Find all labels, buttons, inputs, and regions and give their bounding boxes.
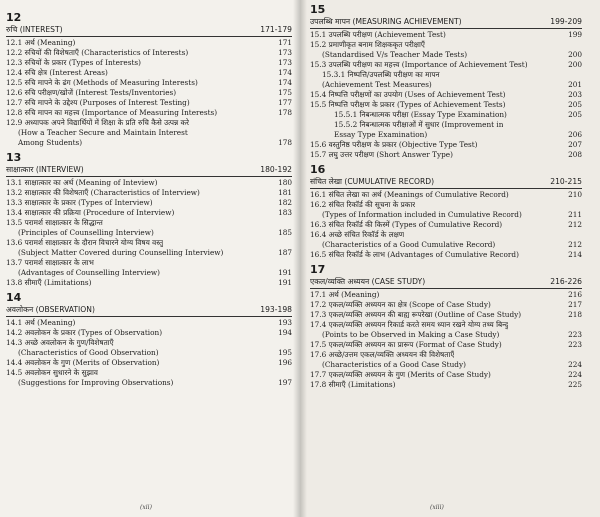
right-page: [300, 0, 600, 517]
toc-entry-page: 224: [568, 370, 582, 379]
page-folio: (xii): [140, 504, 152, 511]
toc-entry: [6, 58, 292, 68]
toc-entry-text: (Points to be Observed in Making a Case Study): [322, 330, 500, 339]
chapter-heading: [310, 16, 582, 29]
toc-entry-text: 16.4 अच्छे संचित रिकॉर्ड के लक्षण: [310, 230, 405, 239]
toc-entry: [310, 320, 582, 330]
toc-entry-page: 225: [568, 380, 582, 389]
toc-entry-page: 174: [278, 68, 292, 77]
toc-entry: [310, 40, 582, 50]
toc-entry: [310, 340, 582, 350]
toc-entry-page: 200: [568, 50, 582, 59]
toc-entry-text: (Suggestions for Improving Observations): [18, 378, 174, 387]
chapter-page-range: 180-192: [260, 165, 292, 174]
toc-entry-page: 174: [278, 78, 292, 87]
toc-entry: [6, 368, 292, 378]
toc-entry-text: 17.2 एकल/व्यक्ति अध्ययन का क्षेत्र (Scope of Case Study): [310, 300, 491, 309]
toc-entry: [6, 348, 292, 358]
toc-entry-text: 15.5 निष्पत्ति परीक्षण के प्रकार (Types of Achievement Tests): [310, 100, 506, 109]
toc-entry-text: 16.3 संचित रिकॉर्ड की किस्में (Types of Cumulative Record): [310, 220, 503, 229]
toc-entry-text: 14.2 अवलोकन के प्रकार (Types of Observation): [6, 328, 163, 337]
toc-entry-page: 212: [568, 240, 582, 249]
toc-entry-page: 223: [568, 340, 582, 349]
toc-entry-text: 17.4 एकल/व्यक्ति अध्ययन रिकार्ड करते समय ध्यान रखने योग्य तथ्य बिन्दु: [310, 320, 509, 329]
toc-entry-page: 185: [278, 228, 292, 237]
chapter-number: 12: [6, 11, 22, 24]
toc-entry-text: (Characteristics of a Good Case Study): [322, 360, 466, 369]
toc-entry: [6, 108, 292, 118]
toc-entry-text: 12.2 रुचियों की विशेषताएँ (Characteristics of Interests): [6, 48, 189, 57]
toc-entry: [310, 30, 582, 40]
chapter-number: 13: [6, 151, 22, 164]
toc-entry: [310, 310, 582, 320]
toc-entry-page: 191: [278, 268, 292, 277]
toc-entry-text: 12.5 रुचि मापने के ढंग (Methods of Measuring Interests): [6, 78, 198, 87]
chapter-title: रुचि (INTEREST): [6, 25, 63, 34]
toc-entry-text: 15.6 वस्तुनिष्ठ परीक्षण के प्रकार (Objective Type Test): [310, 140, 478, 149]
toc-entry-text: 14.1 अर्थ (Meaning): [6, 318, 76, 327]
chapter-page-range: 193-198: [260, 305, 292, 314]
chapter-heading: [310, 176, 582, 189]
toc-entry-text: (Achievement Test Measures): [322, 80, 432, 89]
toc-entry: [6, 268, 292, 278]
toc-entry-page: 196: [278, 358, 292, 367]
toc-entry-page: 178: [278, 138, 292, 147]
left-toc: [6, 12, 292, 388]
toc-entry-page: 211: [568, 210, 582, 219]
toc-entry-page: 224: [568, 360, 582, 369]
toc-entry-page: 203: [568, 90, 582, 99]
toc-entry-text: 13.3 साक्षात्कार के प्रकार (Types of Interview): [6, 198, 153, 207]
toc-entry: [310, 150, 582, 160]
toc-entry-page: 212: [568, 220, 582, 229]
toc-entry-page: 199: [568, 30, 582, 39]
toc-entry-text: 15.7 लघु उत्तर परीक्षण (Short Answer Type): [310, 150, 453, 159]
toc-entry: [6, 118, 292, 128]
toc-entry: [6, 188, 292, 198]
toc-chapter: [6, 152, 292, 288]
chapter-title: साक्षात्कार (INTERVIEW): [6, 165, 84, 174]
toc-entry: [310, 230, 582, 240]
chapter-page-range: 171-179: [260, 25, 292, 34]
toc-entry: [310, 290, 582, 300]
toc-entry-page: 217: [568, 300, 582, 309]
toc-entry-text: 17.6 अच्छे/उत्तम एकल/व्यक्ति अध्ययन की विशेषताएँ: [310, 350, 455, 359]
toc-entry-text: 16.1 संचित लेखा का अर्थ (Meanings of Cumulative Record): [310, 190, 509, 199]
toc-entry-text: (Advantages of Counselling Interview): [18, 268, 161, 277]
toc-entry-text: 12.3 रुचियों के प्रकार (Types of Interests): [6, 58, 141, 67]
toc-entry: [310, 360, 582, 370]
chapter-page-range: 216-226: [550, 277, 582, 286]
toc-entry-page: 205: [568, 110, 582, 119]
toc-entry-text: Among Students): [18, 138, 83, 147]
toc-entry-page: 197: [278, 378, 292, 387]
toc-entry-text: 12.6 रुचि परीक्षण/खोजें (Interest Tests/Inventories): [6, 88, 177, 97]
toc-entry-text: 17.1 अर्थ (Meaning): [310, 290, 380, 299]
toc-entry-text: 13.7 परामर्श साक्षात्कार के लाभ: [6, 258, 94, 267]
toc-entry: [310, 350, 582, 360]
chapter-heading: [6, 304, 292, 317]
toc-entry-page: 207: [568, 140, 582, 149]
toc-entry-page: 201: [568, 80, 582, 89]
page-folio: (xiii): [430, 504, 444, 511]
toc-entry-text: 17.5 एकल/व्यक्ति अध्ययन का प्रारूप (Format of Case Study): [310, 340, 502, 349]
toc-entry-text: (How a Teacher Secure and Maintain Interest: [18, 128, 188, 137]
toc-entry: [310, 330, 582, 340]
toc-entry-text: (Types of Information included in Cumulative Record): [322, 210, 522, 219]
toc-entry: [310, 190, 582, 200]
toc-entry: [310, 130, 582, 140]
toc-entry-page: 173: [278, 58, 292, 67]
chapter-title: अवलोकन (OBSERVATION): [6, 305, 95, 314]
toc-entry: [6, 128, 292, 138]
right-toc: [310, 4, 582, 390]
chapter-heading: [6, 164, 292, 177]
toc-entry-text: 16.2 संचित रिकॉर्ड की सूचना के प्रकार: [310, 200, 416, 209]
toc-entry-text: 13.6 परामर्श साक्षात्कार के दौरान विचारने योग्य विषय वस्तु: [6, 238, 164, 247]
toc-entry: [6, 38, 292, 48]
toc-entry-text: 12.9 अध्यापक अपने विद्यार्थियों में शिक्षा के प्रति रुचि कैसे उत्पन्न करे: [6, 118, 190, 127]
toc-entry-text: 14.5 अवलोकन सुधारने के सुझाव: [6, 368, 98, 377]
toc-entry: [310, 300, 582, 310]
toc-entry-page: 223: [568, 330, 582, 339]
toc-entry-text: 15.2 प्रमाणीकृत बनाम शिक्षककृत परीक्षाएँ: [310, 40, 425, 49]
toc-entry: [310, 240, 582, 250]
toc-entry-page: 181: [278, 188, 292, 197]
toc-entry: [6, 68, 292, 78]
toc-entry-page: 175: [278, 88, 292, 97]
toc-entry-page: 205: [568, 100, 582, 109]
toc-entry-page: 182: [278, 198, 292, 207]
toc-entry: [310, 110, 582, 120]
toc-entry-text: (Principles of Counselling Interview): [18, 228, 154, 237]
toc-chapter: [310, 4, 582, 160]
toc-entry: [310, 50, 582, 60]
chapter-number: 16: [310, 163, 326, 176]
toc-entry: [310, 250, 582, 260]
toc-entry-page: 178: [278, 108, 292, 117]
toc-entry-text: 14.3 अच्छे अवलोकन के गुण/विशेषताएँ: [6, 338, 114, 347]
toc-entry-text: 13.5 परामर्श साक्षात्कार के सिद्धान्त: [6, 218, 103, 227]
toc-entry-text: (Standardised V/s Teacher Made Tests): [322, 50, 468, 59]
toc-entry: [6, 318, 292, 328]
toc-entry-page: 171: [278, 38, 292, 47]
toc-entry: [6, 218, 292, 228]
toc-entry: [6, 98, 292, 108]
toc-entry-text: 13.8 सीमाएँ (Limitations): [6, 278, 92, 287]
toc-entry-page: 214: [568, 250, 582, 259]
toc-entry-page: 177: [278, 98, 292, 107]
toc-entry: [310, 200, 582, 210]
toc-entry: [6, 278, 292, 288]
toc-chapter: [6, 292, 292, 388]
toc-entry-page: 208: [568, 150, 582, 159]
toc-entry-text: 12.1 अर्थ (Meaning): [6, 38, 76, 47]
toc-entry: [310, 90, 582, 100]
toc-entry: [6, 48, 292, 58]
toc-entry: [6, 78, 292, 88]
toc-entry: [310, 380, 582, 390]
toc-entry-page: 210: [568, 190, 582, 199]
toc-chapter: [310, 164, 582, 260]
toc-entry: [310, 370, 582, 380]
toc-entry-page: 200: [568, 60, 582, 69]
toc-entry-page: 195: [278, 348, 292, 357]
toc-entry-text: Essay Type Examination): [334, 130, 428, 139]
chapter-number: 15: [310, 3, 326, 16]
toc-entry: [310, 210, 582, 220]
toc-entry: [6, 248, 292, 258]
chapter-title: संचित लेखा (CUMULATIVE RECORD): [310, 177, 435, 186]
toc-entry-text: 15.4 निष्पत्ति परीक्षणों का उपयोग (Uses of Achievement Test): [310, 90, 506, 99]
toc-entry-text: 12.8 रुचि मापन का महत्त्व (Importance of Measuring Interests): [6, 108, 218, 117]
toc-entry: [6, 358, 292, 368]
toc-entry-text: (Subject Matter Covered during Counselling Interview): [18, 248, 224, 257]
toc-chapter: [6, 12, 292, 148]
toc-entry-text: 15.3 उपलब्धि परीक्षण का महत्त्व (Importance of Achievement Test): [310, 60, 528, 69]
toc-entry: [310, 140, 582, 150]
toc-entry: [310, 220, 582, 230]
toc-entry: [6, 228, 292, 238]
toc-entry-page: 194: [278, 328, 292, 337]
toc-entry: [310, 80, 582, 90]
toc-entry-text: 12.4 रुचि क्षेत्र (Interest Areas): [6, 68, 108, 77]
toc-entry-text: 17.7 एकल/व्यक्ति अध्ययन के गुण (Merits of Case Study): [310, 370, 491, 379]
chapter-page-range: 210-215: [550, 177, 582, 186]
toc-entry-text: 15.1 उपलब्धि परीक्षण (Achievement Test): [310, 30, 446, 39]
toc-entry-page: 173: [278, 48, 292, 57]
toc-entry: [6, 258, 292, 268]
toc-entry-text: 13.4 साक्षात्कार की प्रक्रिया (Procedure of Interview): [6, 208, 175, 217]
toc-entry-page: 218: [568, 310, 582, 319]
toc-entry: [6, 198, 292, 208]
toc-entry-text: 17.8 सीमाएँ (Limitations): [310, 380, 396, 389]
toc-entry: [310, 120, 582, 130]
toc-entry-page: 180: [278, 178, 292, 187]
toc-entry-text: 12.7 रुचि मापने के उद्देश्य (Purposes of Interest Testing): [6, 98, 190, 107]
toc-entry: [310, 60, 582, 70]
toc-entry: [310, 100, 582, 110]
toc-entry-text: 13.2 साक्षात्कार की विशेषताएँ (Characteristics of Interview): [6, 188, 200, 197]
toc-entry-text: 15.5.1 निबन्धात्मक परीक्षा (Essay Type Examination): [334, 110, 507, 119]
toc-entry-text: 15.3.1 निष्पत्ति/उपलब्धि परीक्षण का मापन: [322, 70, 440, 79]
toc-entry: [6, 208, 292, 218]
chapter-heading: [310, 276, 582, 289]
toc-entry-page: 187: [278, 248, 292, 257]
toc-entry-page: 206: [568, 130, 582, 139]
toc-entry: [6, 178, 292, 188]
toc-entry: [6, 328, 292, 338]
chapter-number: 14: [6, 291, 22, 304]
toc-entry-text: 14.4 अवलोकन के गुण (Merits of Observation): [6, 358, 160, 367]
chapter-title: उपलब्धि मापन (MEASURING ACHIEVEMENT): [310, 17, 462, 26]
toc-entry: [310, 70, 582, 80]
toc-entry-text: 17.3 एकल/व्यक्ति अध्ययन की बाह्य रूपरेखा (Outline of Case Study): [310, 310, 522, 319]
toc-entry: [6, 138, 292, 148]
chapter-page-range: 199-209: [550, 17, 582, 26]
toc-entry-page: 183: [278, 208, 292, 217]
toc-entry: [6, 338, 292, 348]
toc-entry-text: 16.5 संचित रिकॉर्ड के लाभ (Advantages of Cumulative Record): [310, 250, 519, 259]
chapter-heading: [6, 24, 292, 37]
toc-entry: [6, 88, 292, 98]
toc-entry-text: (Characteristics of a Good Cumulative Record): [322, 240, 496, 249]
toc-entry-page: 216: [568, 290, 582, 299]
chapter-title: एकल/व्यक्ति अध्ययन (CASE STUDY): [310, 277, 426, 286]
chapter-number: 17: [310, 263, 326, 276]
toc-entry-text: 15.5.2 निबन्धात्मक परीक्षाओं में सुधार (Improvement in: [334, 120, 504, 129]
toc-entry: [6, 378, 292, 388]
toc-entry-page: 193: [278, 318, 292, 327]
toc-chapter: [310, 264, 582, 390]
toc-entry-text: (Characteristics of Good Observation): [18, 348, 159, 357]
toc-entry-text: 13.1 साक्षात्कार का अर्थ (Meaning of Inteview): [6, 178, 158, 187]
toc-entry: [6, 238, 292, 248]
toc-entry-page: 191: [278, 278, 292, 287]
